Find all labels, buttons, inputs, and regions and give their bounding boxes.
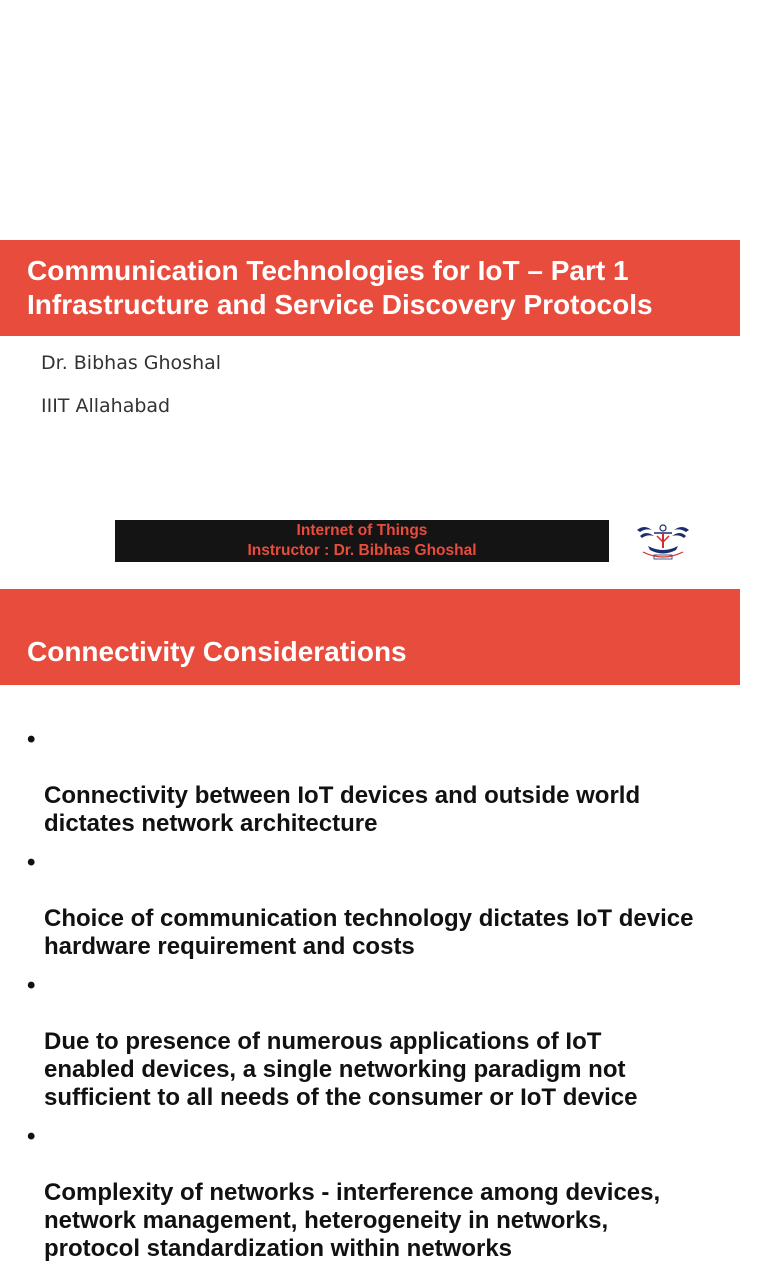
bullet-dot: •	[27, 726, 36, 753]
bullet-item	[27, 1123, 747, 1263]
bullet-text: Connectivity between IoT devices and outside world dictates network architecture	[44, 782, 641, 837]
bullet-item	[27, 849, 747, 961]
bullet-dot: •	[27, 972, 36, 999]
slide1-title-banner	[0, 240, 740, 336]
slide1-title-line1: Communication Technologies for IoT – Part 1	[27, 255, 629, 286]
course-name: Internet of Things	[296, 522, 428, 539]
course-footer-bar	[115, 520, 609, 562]
institute-name: IIIT Allahabad	[41, 395, 171, 417]
iiit-allahabad-logo-icon	[634, 516, 692, 564]
bullet-item	[27, 972, 747, 1112]
instructor-name: Instructor : Dr. Bibhas Ghoshal	[247, 542, 477, 559]
bullet-text: Complexity of networks - interference among devices, network management, heterogeneity in networks, protocol standardization within networks	[44, 1179, 661, 1262]
slide1-title-line2: Infrastructure and Service Discovery Protocols	[27, 289, 653, 320]
bullet-list	[27, 726, 747, 1274]
slide2-title: Connectivity Considerations	[27, 636, 407, 667]
bullet-dot: •	[27, 1123, 36, 1150]
bullet-dot: •	[27, 849, 36, 876]
bullet-text: Due to presence of numerous applications of IoT enabled devices, a single networking paradigm not sufficient to all needs of the consumer or IoT device	[44, 1028, 638, 1111]
slide2-title-banner	[0, 589, 740, 685]
bullet-text: Choice of communication technology dictates IoT device hardware requirement and costs	[44, 905, 694, 960]
author-name: Dr. Bibhas Ghoshal	[41, 352, 222, 374]
bullet-item	[27, 726, 747, 838]
